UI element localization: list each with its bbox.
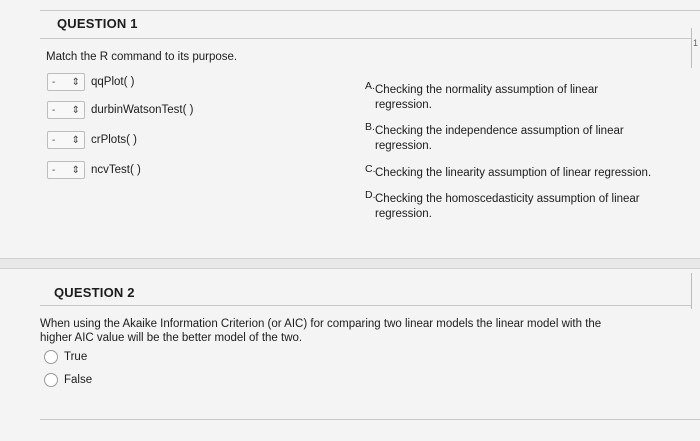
choice-label: True [64, 351, 88, 363]
option-letter: D. [365, 189, 376, 201]
question-2-title: QUESTION 2 [54, 285, 135, 300]
option-text-line1: Checking the linearity assumption of linear regression. [375, 167, 652, 179]
radio-button[interactable] [44, 350, 58, 364]
divider [40, 419, 700, 420]
question-2-panel [0, 268, 700, 441]
command-label: durbinWatsonTest( ) [91, 104, 194, 116]
choice-label: False [64, 374, 93, 386]
select-dropdown[interactable] [47, 73, 85, 91]
match-select-ncvtest[interactable] [47, 161, 141, 179]
select-dropdown[interactable] [47, 161, 85, 179]
select-dropdown[interactable] [47, 131, 85, 149]
option-text-line2: regression. [375, 99, 432, 111]
command-label: qqPlot( ) [91, 76, 135, 88]
select-dropdown[interactable] [47, 101, 85, 119]
select-value: - [52, 164, 56, 176]
points-tab [691, 28, 700, 68]
option-text-line2: regression. [375, 208, 432, 220]
match-select-durbinwatsontest[interactable] [47, 101, 193, 119]
points-tab [691, 273, 700, 309]
match-select-qqplot[interactable] [47, 73, 134, 91]
command-label: ncvTest( ) [91, 164, 141, 176]
option-text-line2: regression. [375, 140, 432, 152]
question-1-prompt: Match the R command to its purpose. [46, 51, 238, 63]
select-arrows-icon: ⇕ [71, 134, 80, 146]
select-arrows-icon: ⇕ [71, 104, 80, 116]
divider [40, 10, 700, 11]
option-text-line1: Checking the normality assumption of linear [375, 84, 599, 96]
match-select-crplots[interactable] [47, 131, 137, 149]
points-mark: 1 [693, 38, 699, 48]
select-arrows-icon: ⇕ [71, 76, 80, 88]
question-2-prompt-line1: When using the Akaike Information Criterion (or AIC) for comparing two linear models the linear model with the [40, 318, 602, 330]
question-1-title: QUESTION 1 [57, 16, 138, 31]
option-letter: B. [365, 121, 375, 133]
choice-false[interactable] [44, 373, 92, 387]
question-2-prompt-line2: higher AIC value will be the better model of the two. [40, 332, 303, 344]
option-text-line1: Checking the independence assumption of linear [375, 125, 624, 137]
option-text-line1: Checking the homoscedasticity assumption of linear [375, 193, 640, 205]
radio-button[interactable] [44, 373, 58, 387]
option-letter: C. [365, 163, 376, 175]
divider [40, 38, 700, 39]
select-arrows-icon: ⇕ [71, 164, 80, 176]
choice-true[interactable] [44, 350, 87, 364]
divider [40, 305, 700, 306]
answer-option-d [365, 189, 640, 222]
select-value: - [52, 104, 56, 116]
select-value: - [52, 134, 56, 146]
select-value: - [52, 76, 56, 88]
answer-option-b [365, 121, 624, 154]
option-letter: A. [365, 80, 375, 92]
answer-option-c [365, 163, 652, 181]
answer-option-a [365, 80, 599, 113]
command-label: crPlots( ) [91, 134, 137, 146]
